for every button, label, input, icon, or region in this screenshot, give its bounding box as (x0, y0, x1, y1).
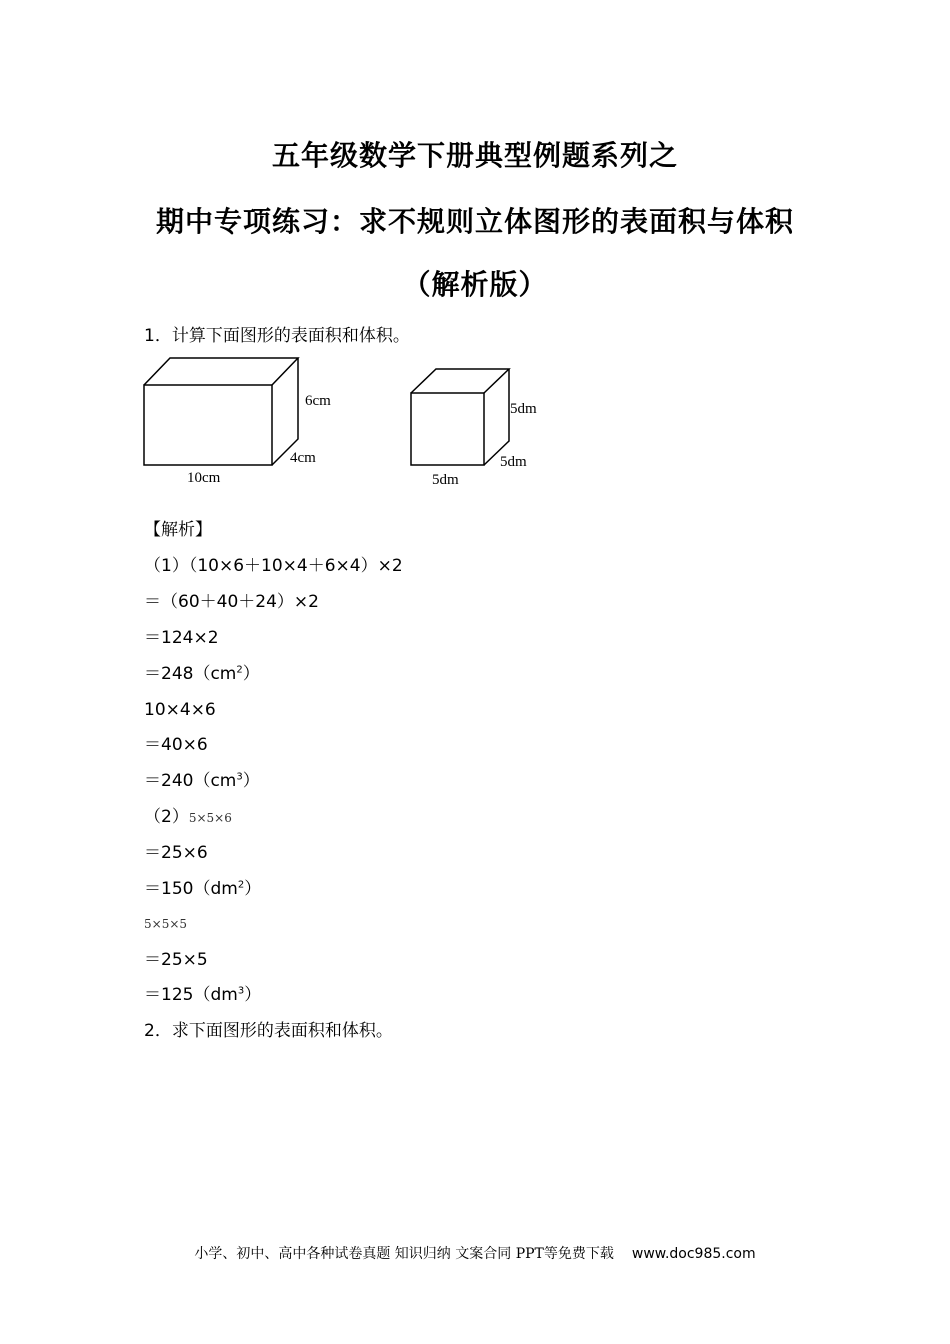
analysis-p1-line-2: ＝（60＋40＋24）×2 (144, 592, 319, 612)
cube-height-label: 5dm (510, 401, 537, 417)
analysis-p1-line-4: $=248(cm^2)$ (144, 664, 260, 684)
page-footer (0, 1243, 950, 1263)
analysis-p1-line-1: （1）（10×6＋10×4＋6×4）×2 (144, 556, 403, 576)
analysis-p2-line-3: $=150(dm^2)$ (144, 879, 262, 899)
cube-depth-label: 5dm (500, 454, 527, 470)
question-2-prompt: 2．求下面图形的表面积和体积。 (144, 1021, 393, 1041)
cuboid-figure (135, 355, 365, 494)
cuboid-svg (135, 355, 365, 490)
analysis-p1-line-5: 10×4×6 (144, 700, 216, 720)
cube-figure (400, 360, 560, 499)
cuboid-width-label: 4cm (290, 450, 316, 466)
footer-text: 小学、初中、高中各种试卷真题 知识归纳 文案合同 PPT等免费下载 (194, 1246, 614, 1262)
cube-width-label: 5dm (432, 472, 459, 488)
cube-front-face (411, 393, 484, 465)
analysis-p2-line-2: ＝25×6 (144, 843, 208, 863)
title-line-3: （解析版） (402, 268, 548, 301)
analysis-p2-line-6: $=125(dm^3)$ (144, 985, 262, 1005)
cuboid-front-face (144, 385, 272, 465)
cuboid-length-label: 10cm (187, 470, 221, 486)
analysis-p2-line-4 (144, 912, 187, 935)
question-1-prompt: 1．计算下面图形的表面积和体积。 (144, 326, 410, 346)
analysis-p1-line-6: ＝40×6 (144, 735, 208, 755)
analysis-p1-line-3: ＝124×2 (144, 628, 219, 648)
cuboid-side-face (272, 358, 298, 465)
title-line-1: 五年级数学下册典型例题系列之 (271, 139, 678, 172)
analysis-p2-volume-expression: 5×5×5 (144, 917, 188, 931)
cube-side-face (484, 369, 509, 465)
analysis-heading: 【解析】 (144, 520, 212, 540)
analysis-p2-line-5: ＝25×5 (144, 950, 208, 970)
title-line-2: 期中专项练习：求不规则立体图形的表面积与体积 (155, 205, 794, 238)
analysis-p2-expression: 5×5×6 (188, 811, 232, 825)
cube-top-face (411, 369, 509, 393)
analysis-p1-line-7: $=240(cm^3)$ (144, 771, 260, 791)
cube-svg (400, 360, 560, 495)
cuboid-top-face (144, 358, 298, 385)
cuboid-height-label: 6cm (305, 393, 331, 409)
analysis-p2-line-1: （2）5×5×6 (144, 807, 232, 827)
footer-url[interactable]: www.doc985.com (631, 1246, 756, 1262)
